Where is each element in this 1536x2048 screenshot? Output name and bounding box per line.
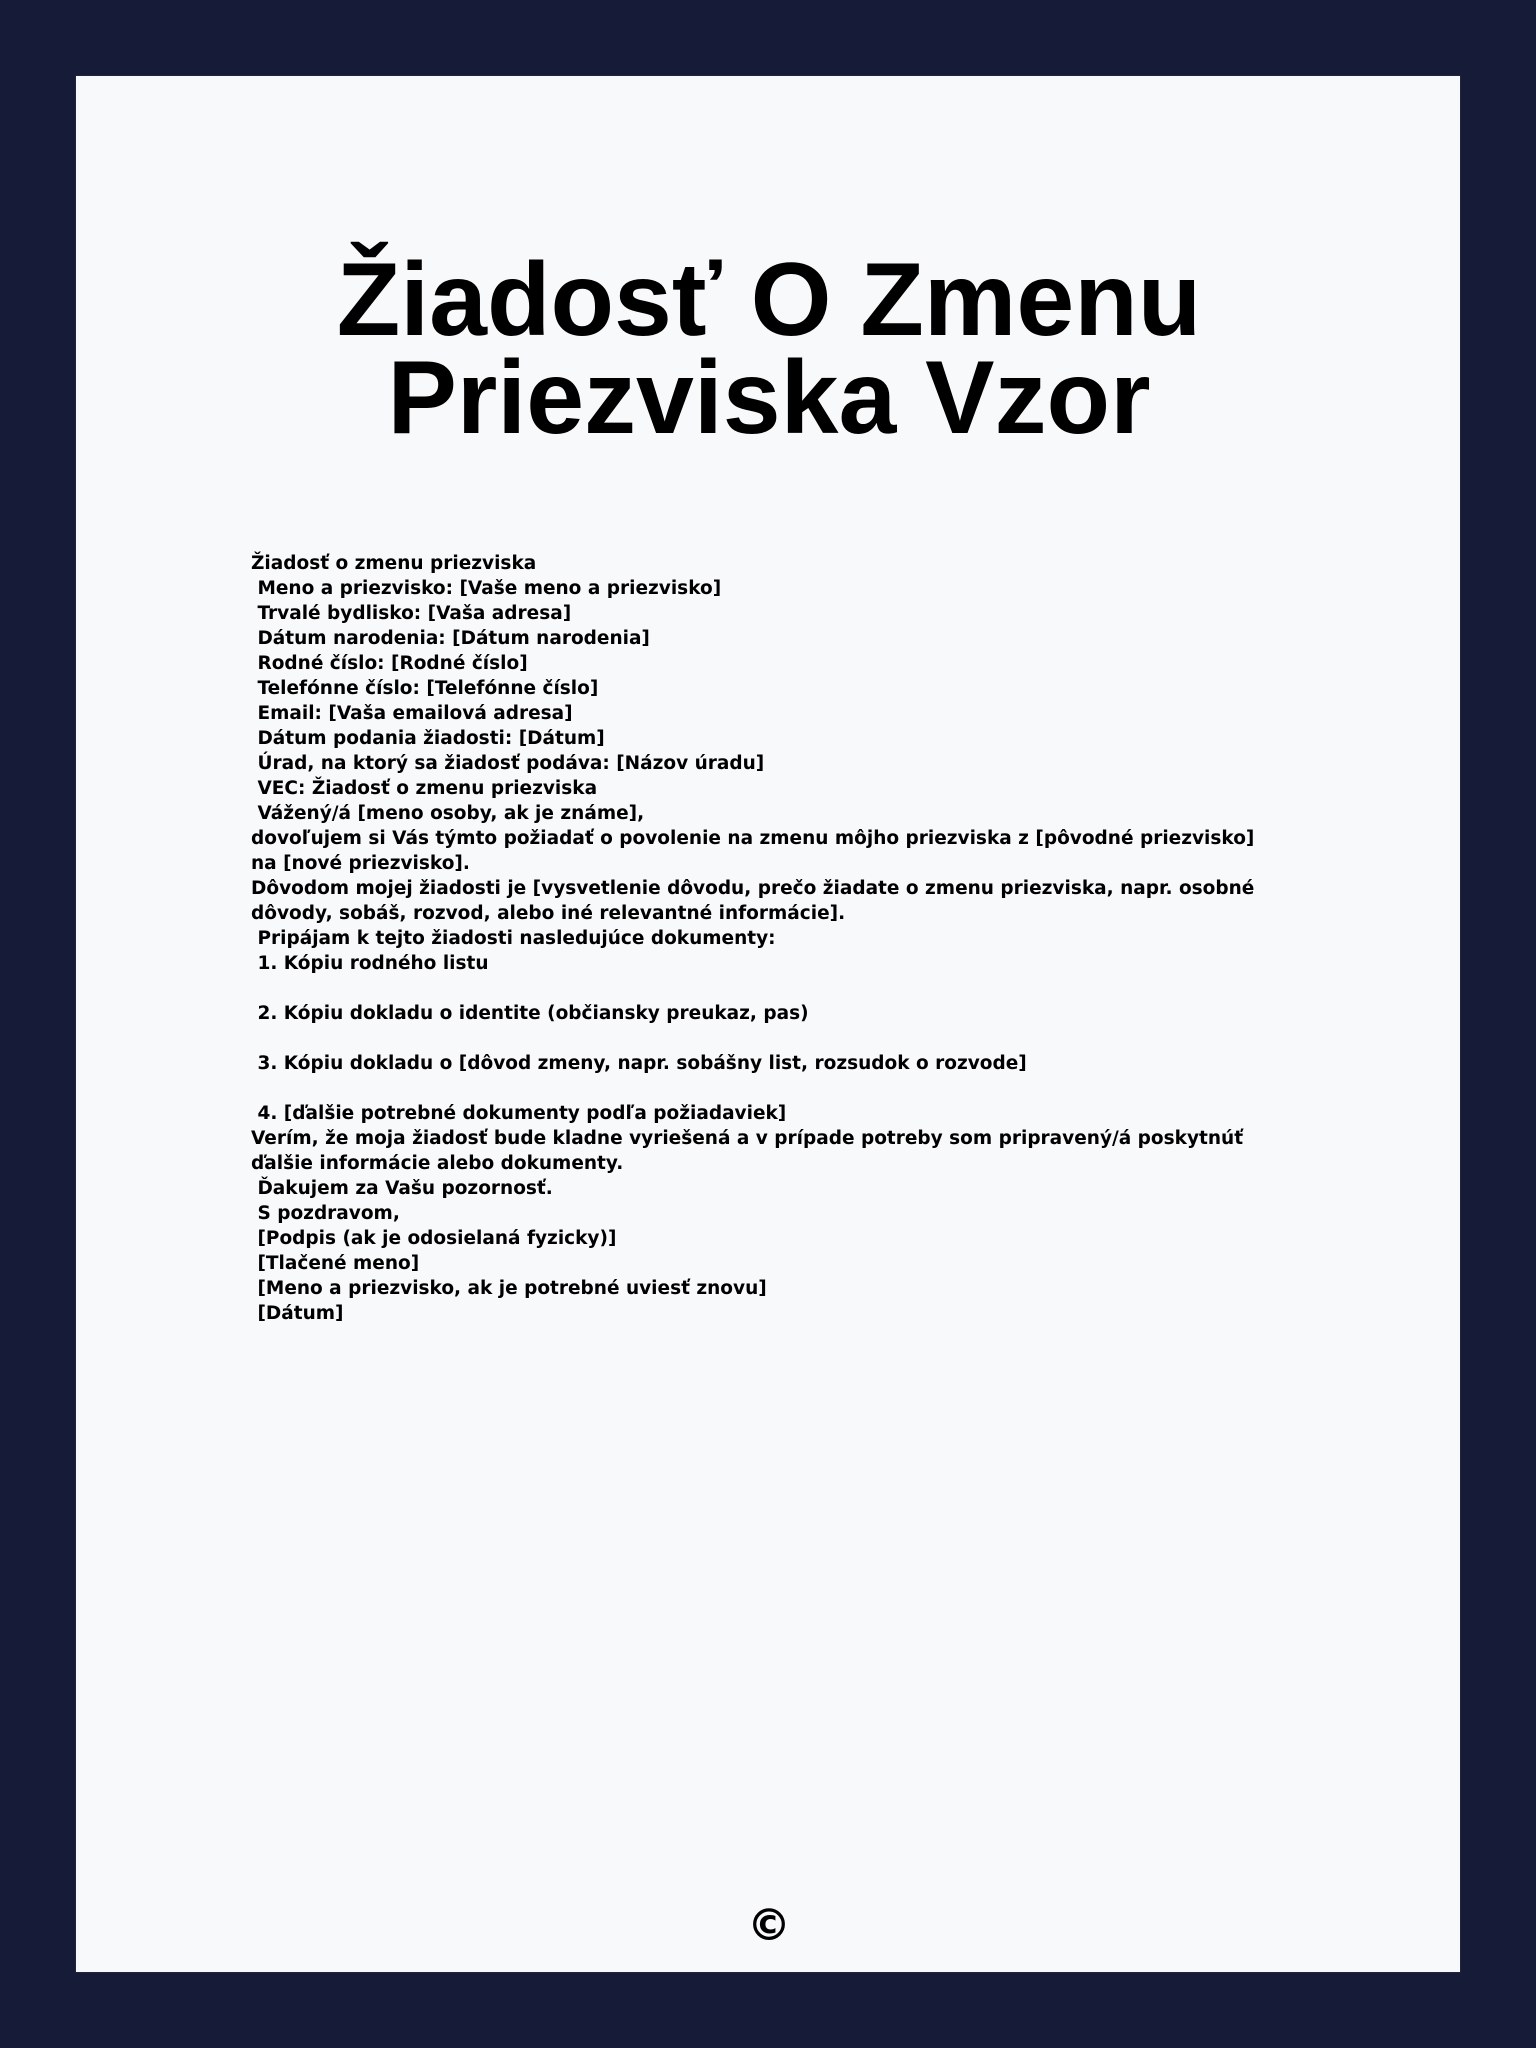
letter-line: Telefónne číslo: [Telefónne číslo] [251,678,599,699]
copyright-symbol: © [747,1900,791,1951]
letter-line: 2. Kópiu dokladu o identite (občiansky preukaz, pas) [251,1003,809,1024]
letter-line: [Podpis (ak je odosielaná fyzicky)] [251,1228,617,1249]
document-page [75,75,1461,1973]
letter-line: [Meno a priezvisko, ak je potrebné uviesť znovu] [251,1278,767,1299]
letter-line: S pozdravom, [251,1203,400,1224]
letter-line: Meno a priezvisko: [Vaše meno a priezvisko] [251,578,722,599]
page-title: Žiadosť O Zmenu Priezviska Vzor [336,242,1202,456]
letter-line: 3. Kópiu dokladu o [dôvod zmeny, napr. sobášny list, rozsudok o rozvode] [251,1053,1027,1074]
letter-line: Pripájam k tejto žiadosti nasledujúce dokumenty: [251,928,776,949]
letter-line: [Tlačené meno] [251,1253,420,1274]
letter-line: Dôvodom mojej žiadosti je [vysvetlenie dôvodu, prečo žiadate o zmenu priezviska, napr. osobné dôvody, sobáš, rozvod, alebo iné relevantné informácie]. [251,878,1261,924]
letter-line: 1. Kópiu rodného listu [251,953,489,974]
letter-line: dovoľujem si Vás týmto požiadať o povolenie na zmenu môjho priezviska z [pôvodné priezvisko] na [nové priezvisko]. [251,828,1261,874]
letter-line: Rodné číslo: [Rodné číslo] [251,653,528,674]
letter-line: [Dátum] [251,1303,344,1324]
letter-line: Trvalé bydlisko: [Vaša adresa] [251,603,572,624]
letter-line: Ďakujem za Vašu pozornosť. [251,1178,553,1199]
letter-line: Vážený/á [meno osoby, ak je známe], [251,803,645,824]
letter-body [251,551,1281,1326]
letter-line: 4. [ďalšie potrebné dokumenty podľa požiadaviek] [251,1103,787,1124]
letter-line: Email: [Vaša emailová adresa] [251,703,573,724]
letter-line: VEC: Žiadosť o zmenu priezviska [251,778,598,799]
letter-line: Dátum narodenia: [Dátum narodenia] [251,628,650,649]
letter-line: Dátum podania žiadosti: [Dátum] [251,728,605,749]
letter-line: Verím, že moja žiadosť bude kladne vyriešená a v prípade potreby som pripravený/á poskytnúť ďalšie informácie alebo dokumenty. [251,1128,1250,1174]
letter-line: Žiadosť o zmenu priezviska [251,553,537,574]
letter-line: Úrad, na ktorý sa žiadosť podáva: [Názov úradu] [251,753,765,774]
